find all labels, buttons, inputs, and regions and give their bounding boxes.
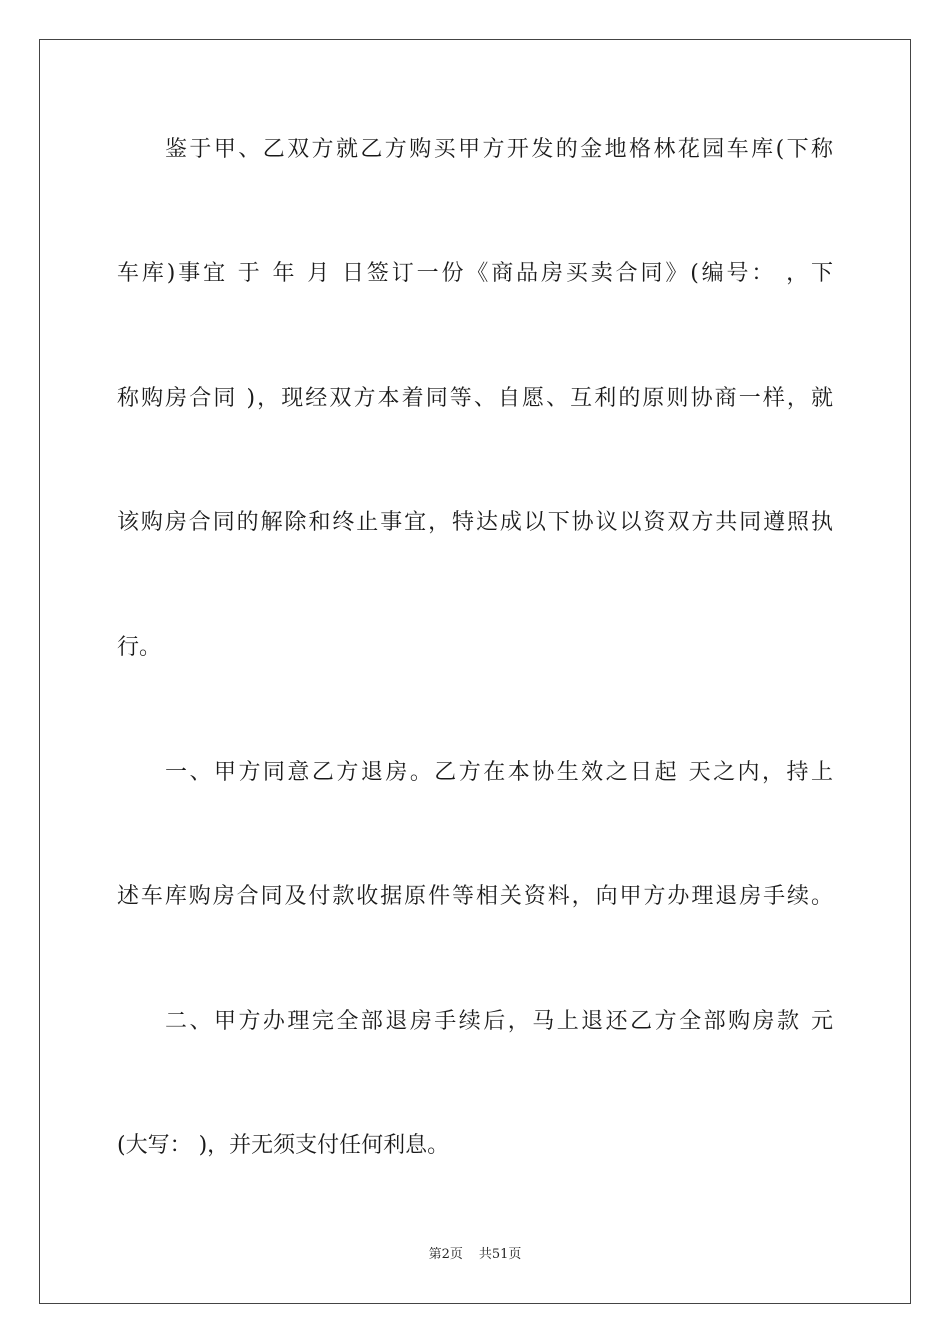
clause-two-line-2: (大写： )，并无须支付任何利息。 xyxy=(117,1133,450,1158)
page-footer xyxy=(0,1246,950,1264)
paragraph-line-4: 该购房合同的解除和终止事宜，特达成以下协议以资双方共同遵照执 xyxy=(117,510,833,535)
paragraph-line-5: 行。 xyxy=(117,635,162,660)
page-total: 共51页 xyxy=(478,1247,522,1262)
page-frame xyxy=(39,39,911,1304)
paragraph-line-2: 车库)事宜 于 年 月 日签订一份《商品房买卖合同》(编号： ，下 xyxy=(117,261,833,286)
paragraph-line-1: 鉴于甲、乙双方就乙方购买甲方开发的金地格林花园车库(下称 xyxy=(165,137,833,162)
paragraph-line-3: 称购房合同 )，现经双方本着同等、自愿、互利的原则协商一样，就 xyxy=(117,386,833,411)
clause-one-line-2: 述车库购房合同及付款收据原件等相关资料，向甲方办理退房手续。 xyxy=(117,884,833,909)
page-number: 第2页 xyxy=(428,1247,463,1262)
clause-two-line-1: 二、甲方办理完全部退房手续后，马上退还乙方全部购房款 元 xyxy=(165,1009,833,1034)
clause-one-line-1: 一、甲方同意乙方退房。乙方在本协生效之日起 天之内，持上 xyxy=(165,760,833,785)
